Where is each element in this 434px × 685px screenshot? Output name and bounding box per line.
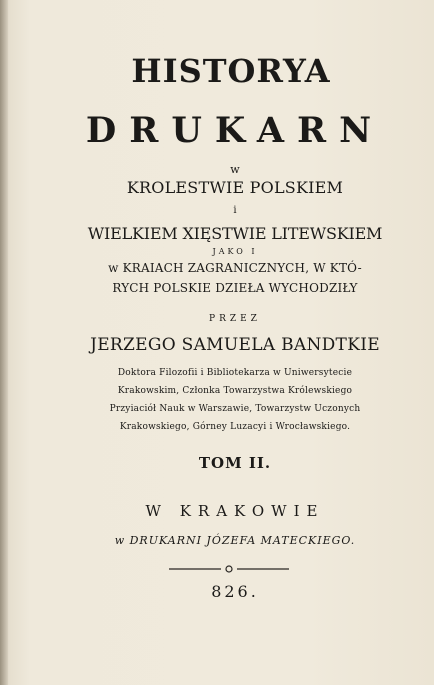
publication-place: W KRAKOWIE <box>145 502 325 520</box>
jako-line: JAKO I <box>212 247 258 256</box>
publication-year: 826. <box>211 582 259 601</box>
abroad-line-2: RYCH POLSKIE DZIEŁA WYCHODZIŁY <box>112 281 358 295</box>
title-historya: HISTORYA <box>131 52 331 90</box>
duchy-line: WIELKIEM XIĘSTWIE LITEWSKIEM <box>87 224 383 243</box>
ornamental-rule <box>169 565 289 573</box>
page-gutter-shadow <box>0 0 8 685</box>
author-name: JERZEGO SAMUELA BANDTKIE <box>90 335 380 355</box>
volume-label: TOM II. <box>198 454 272 472</box>
connector-w: w <box>230 163 240 176</box>
author-description-line: Krakowskiego, Górney Luzacyi i Wrocławskiego. <box>119 422 351 432</box>
author-description-line: Przyiaciół Nauk w Warszawie, Towarzystw Uczonych <box>109 404 361 414</box>
author-description-line: Doktora Filozofii i Bibliotekarza w Uniwersytecie <box>117 368 353 378</box>
przez-line: PRZEZ <box>209 314 261 324</box>
abroad-line-1: w KRAIACH ZAGRANICZNYCH, W KTÓ- <box>108 261 362 275</box>
printer-line: w DRUKARNI JÓZEFA MATECKIEGO. <box>114 534 356 547</box>
author-description-line: Krakowskim, Członka Towarzystwa Królewskiego <box>117 386 353 396</box>
kingdom-line: KROLESTWIE POLSKIEM <box>126 178 344 197</box>
title-drukarn: DRUKARN <box>85 110 385 151</box>
connector-i: i <box>233 205 237 216</box>
